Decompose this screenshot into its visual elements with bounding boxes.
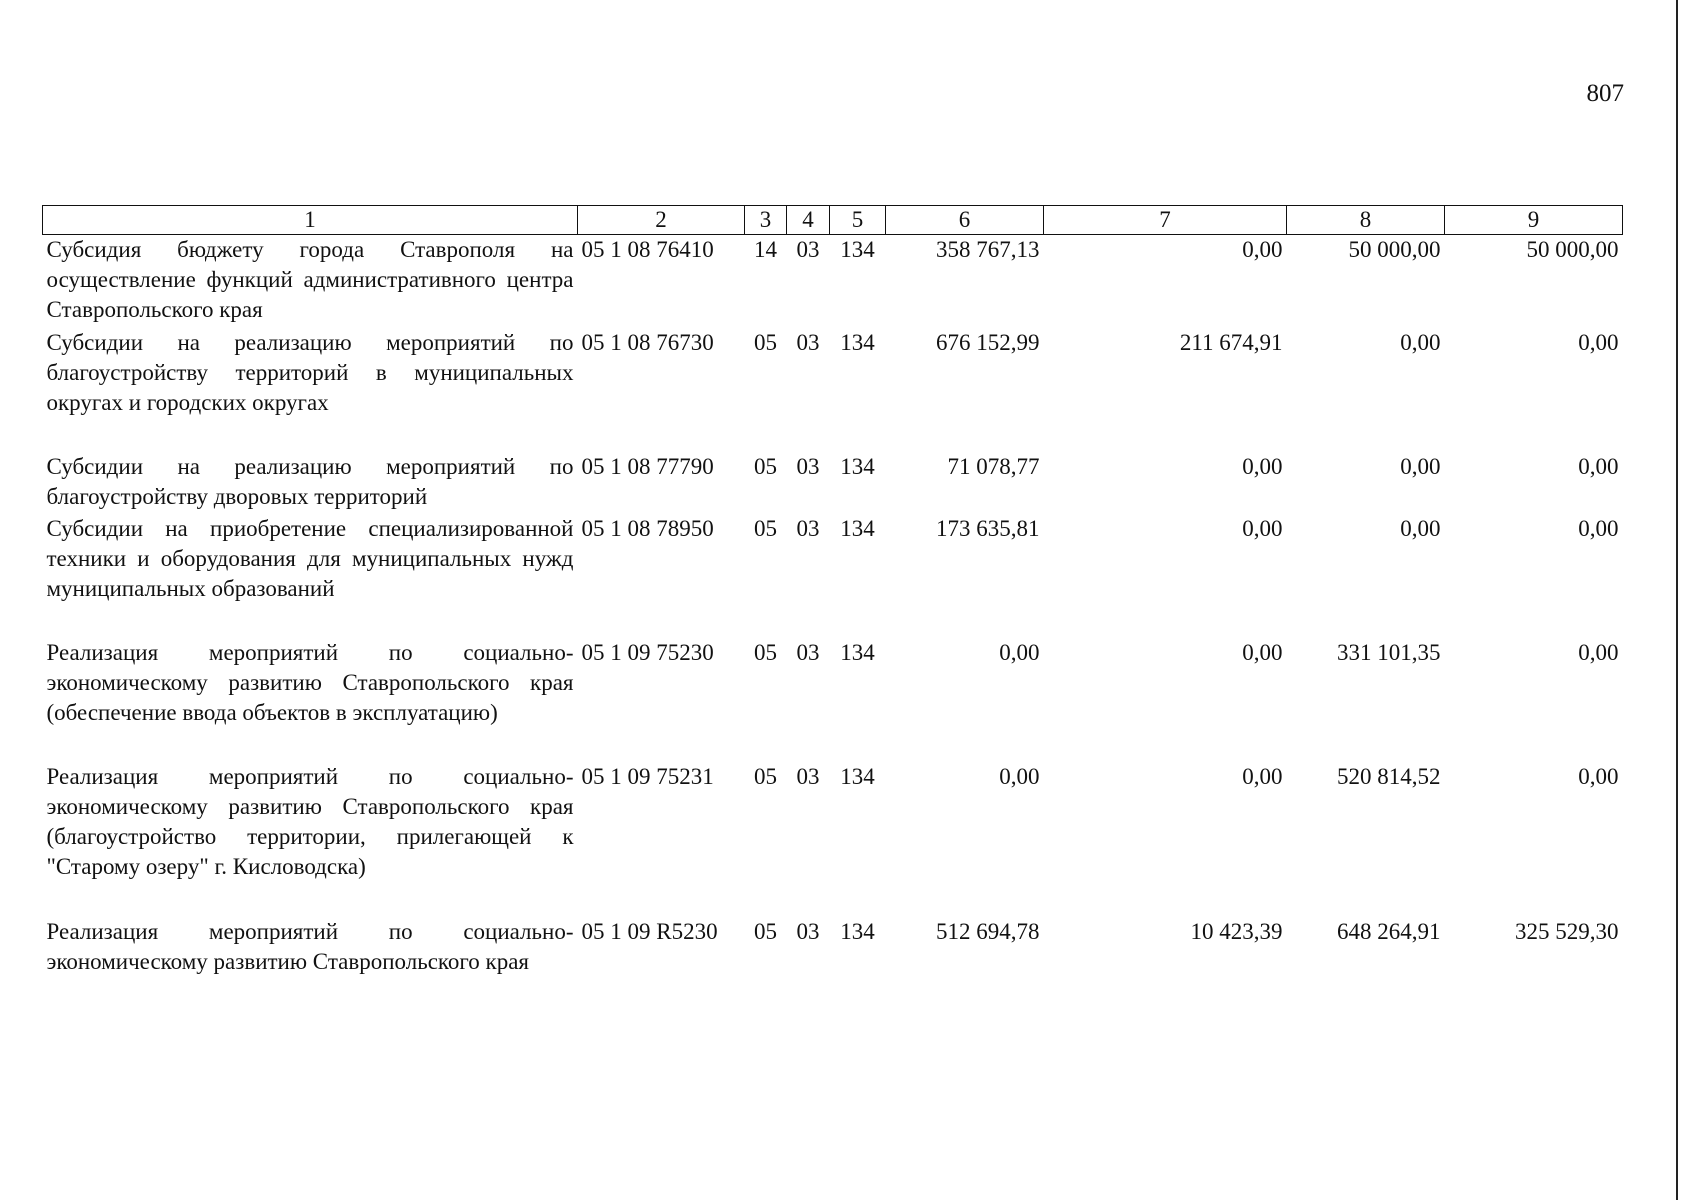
row-code: 05 1 09 75231	[581, 763, 714, 789]
row-col-9: 0,00	[1578, 329, 1619, 355]
row-col-7: 0,00	[1242, 237, 1283, 262]
row-col-3: 05	[754, 453, 777, 479]
header-col-1: 1	[43, 206, 578, 235]
row-col-8: 0,00	[1400, 453, 1441, 479]
row-col-5: 134	[840, 639, 875, 665]
row-col-5: 134	[840, 453, 875, 479]
row-col-4: 03	[796, 515, 820, 541]
table-row	[43, 452, 1623, 514]
row-col-9: 0,00	[1578, 515, 1619, 541]
row-col-5: 134	[840, 515, 875, 541]
row-col-3: 05	[754, 515, 777, 541]
header-col-5: 5	[830, 206, 886, 235]
row-col-4: 03	[796, 918, 820, 944]
row-col-3: 05	[754, 763, 777, 789]
row-col-8: 0,00	[1400, 329, 1441, 355]
row-col-4: 03	[796, 237, 820, 262]
row-col-4: 03	[796, 329, 820, 355]
row-col-6: 0,00	[999, 763, 1040, 789]
row-name: Субсидии на приобретение специализированной техники и оборудования для муниципальных нужд муниципальных образований	[46, 515, 574, 601]
row-col-9: 325 529,30	[1515, 918, 1619, 944]
row-col-5: 134	[840, 918, 875, 944]
row-col-3: 05	[754, 918, 777, 944]
table-row	[43, 638, 1623, 762]
table-body	[43, 235, 1623, 979]
budget-table	[42, 205, 1623, 979]
row-col-8: 648 264,91	[1337, 918, 1441, 944]
row-col-7: 0,00	[1242, 515, 1283, 541]
table-row	[43, 328, 1623, 452]
row-col-6: 676 152,99	[936, 329, 1040, 355]
row-col-6: 71 078,77	[947, 453, 1040, 479]
row-col-3: 14	[754, 237, 777, 262]
row-col-6: 358 767,13	[936, 237, 1040, 262]
header-col-7: 7	[1044, 206, 1287, 235]
row-col-6: 512 694,78	[936, 918, 1040, 944]
row-name: Реализация мероприятий по социально-экономическому развитию Ставропольского края (благоустройство территории, прилегающей к "Старому озеру" г. Кисловодска)	[46, 763, 574, 879]
row-code: 05 1 09 R5230	[581, 918, 718, 944]
table-row	[43, 762, 1623, 917]
header-col-8: 8	[1287, 206, 1445, 235]
row-col-8: 0,00	[1400, 515, 1441, 541]
row-col-9: 0,00	[1578, 453, 1619, 479]
header-col-6: 6	[886, 206, 1044, 235]
row-col-4: 03	[796, 763, 820, 789]
page-number: 807	[1586, 80, 1624, 107]
row-col-7: 10 423,39	[1190, 918, 1283, 944]
row-name: Реализация мероприятий по социально-экономическому развитию Ставропольского края (обеспечение ввода объектов в эксплуатацию)	[46, 639, 574, 725]
row-col-9: 0,00	[1578, 763, 1619, 789]
row-name: Субсидии на реализацию мероприятий по благоустройству дворовых территорий	[46, 453, 574, 509]
table-row	[43, 917, 1623, 979]
row-col-7: 0,00	[1242, 639, 1283, 665]
row-code: 05 1 09 75230	[581, 639, 714, 665]
row-col-6: 173 635,81	[936, 515, 1040, 541]
row-name: Субсидия бюджету города Ставрополя на осуществление функций административного центра Ставропольского края	[46, 237, 574, 322]
header-row	[43, 206, 1623, 235]
row-col-8: 50 000,00	[1348, 237, 1441, 262]
row-col-5: 134	[840, 329, 875, 355]
row-code: 05 1 08 77790	[581, 453, 714, 479]
table-row	[43, 235, 1623, 328]
row-code: 05 1 08 76410	[581, 237, 714, 262]
row-col-8: 331 101,35	[1337, 639, 1441, 665]
row-col-4: 03	[796, 453, 820, 479]
header-col-4: 4	[787, 206, 830, 235]
row-col-3: 05	[754, 329, 777, 355]
row-col-3: 05	[754, 639, 777, 665]
row-col-8: 520 814,52	[1337, 763, 1441, 789]
header-col-9: 9	[1445, 206, 1623, 235]
row-code: 05 1 08 78950	[581, 515, 714, 541]
row-name: Субсидии на реализацию мероприятий по благоустройству территорий в муниципальных округах и городских округах	[46, 329, 574, 415]
header-col-3: 3	[745, 206, 787, 235]
row-col-9: 50 000,00	[1526, 237, 1619, 262]
row-col-7: 0,00	[1242, 453, 1283, 479]
row-col-5: 134	[840, 237, 875, 262]
row-col-7: 0,00	[1242, 763, 1283, 789]
header-col-2: 2	[578, 206, 745, 235]
row-code: 05 1 08 76730	[581, 329, 714, 355]
row-col-9: 0,00	[1578, 639, 1619, 665]
row-col-4: 03	[796, 639, 820, 665]
row-name: Реализация мероприятий по социально-экономическому развитию Ставропольского края	[46, 918, 574, 974]
table-row	[43, 514, 1623, 638]
row-col-5: 134	[840, 763, 875, 789]
row-col-7: 211 674,91	[1179, 329, 1283, 355]
table-header	[43, 206, 1623, 235]
page-edge-line	[1676, 0, 1678, 1200]
row-col-6: 0,00	[999, 639, 1040, 665]
